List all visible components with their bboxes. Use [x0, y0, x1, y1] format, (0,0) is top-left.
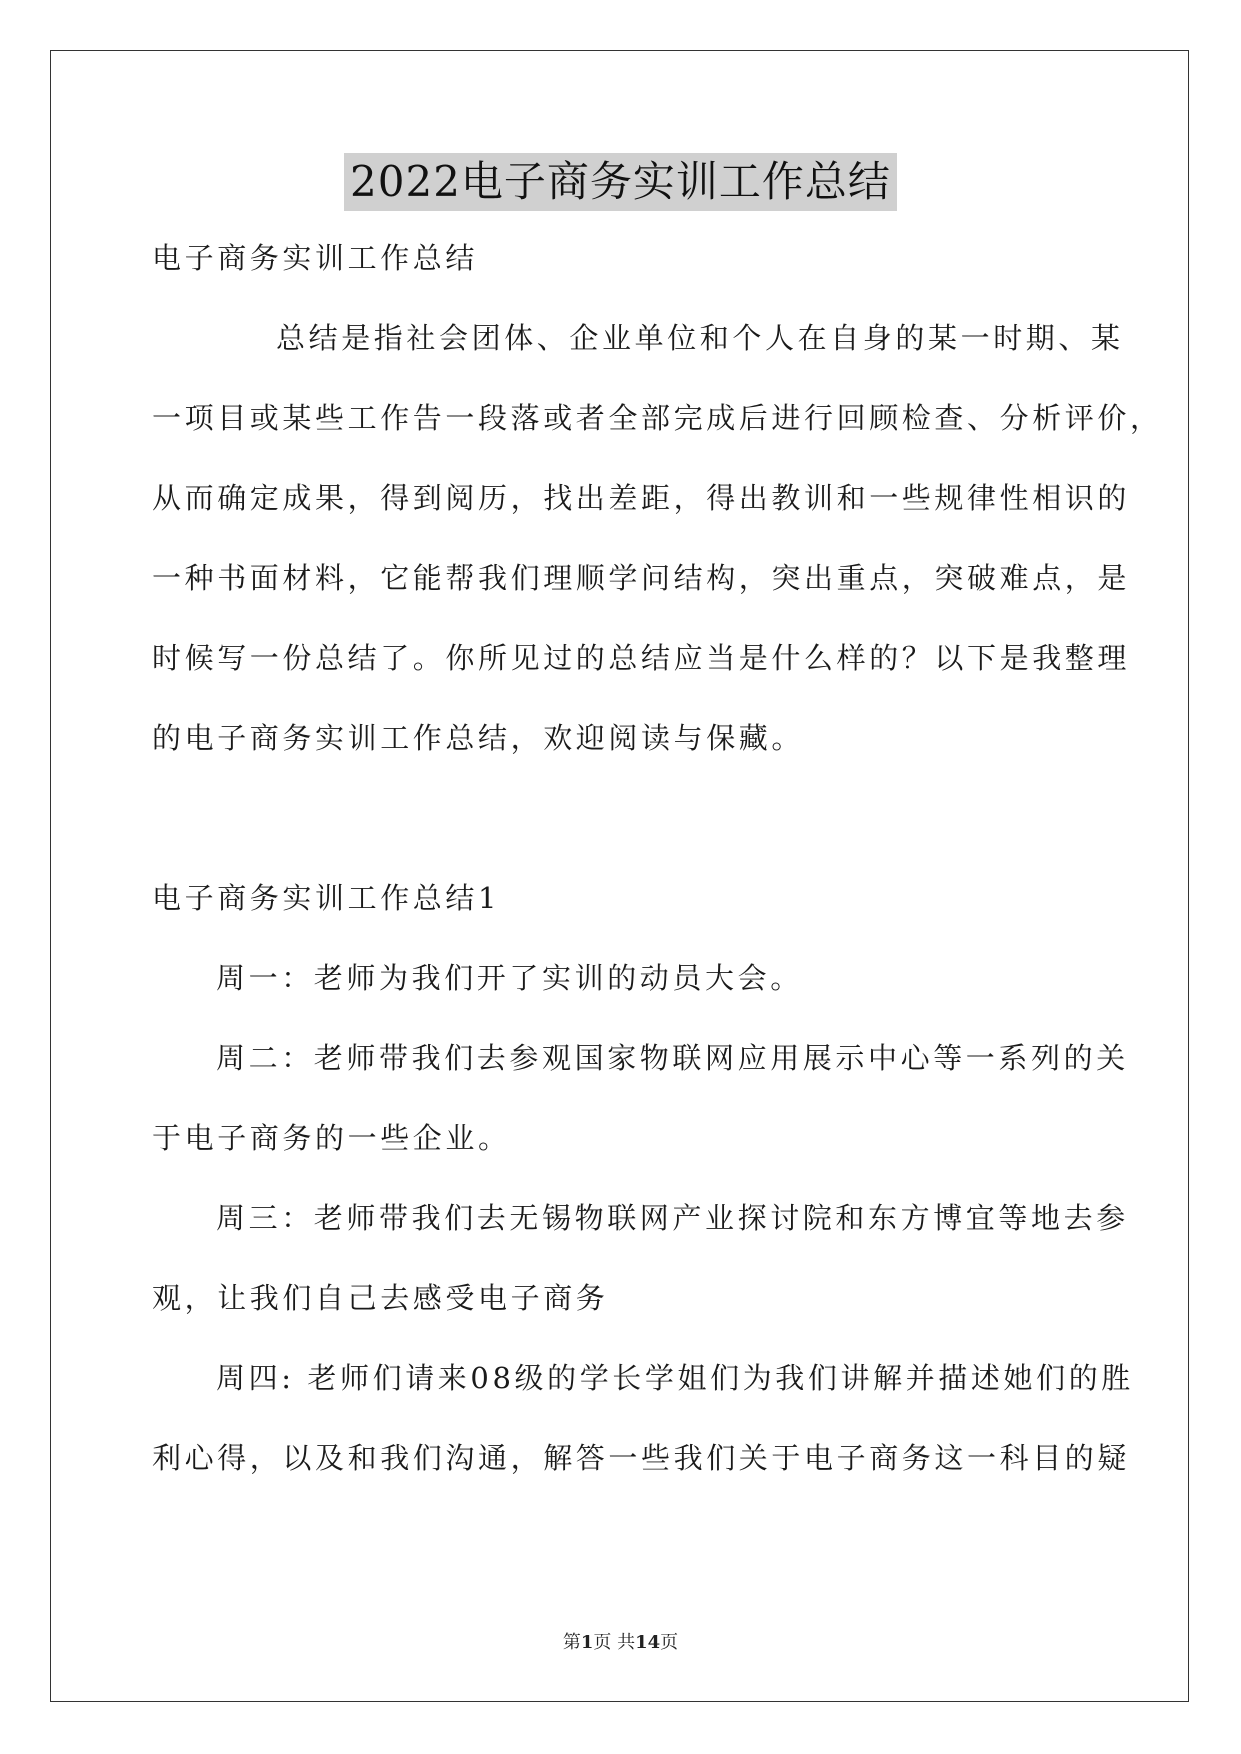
- paragraph-line: 一项目或某些工作告一段落或者全部完成后进行回顾检查、分析评价，: [152, 401, 1163, 435]
- paragraph-line: 时候写一份总结了。你所见过的总结应当是什么样的？以下是我整理: [152, 641, 1131, 675]
- paragraph-line: 周一：老师为我们开了实训的动员大会。: [216, 961, 803, 995]
- title-container: [0, 153, 1241, 211]
- current-page-number: 1: [580, 1632, 594, 1653]
- paragraph-line: 一种书面材料，它能帮我们理顺学问结构，突出重点，突破难点，是: [152, 561, 1131, 595]
- paragraph-line: 周四: 老师们请来08级的学长学姐们为我们讲解并描述她们的胜: [216, 1361, 1134, 1395]
- paragraph-line: 利心得，以及和我们沟通，解答一些我们关于电子商务这一科目的疑: [152, 1441, 1131, 1475]
- paragraph-line: 总结是指社会团体、企业单位和个人在自身的某一时期、某: [276, 321, 1124, 355]
- page-footer: [0, 1628, 1241, 1654]
- paragraph-line: 周三：老师带我们去无锡物联网产业探讨院和东方博宜等地去参: [216, 1201, 1129, 1235]
- paragraph-line: 于电子商务的一些企业。: [152, 1121, 511, 1155]
- section-heading: 电子商务实训工作总结1: [152, 881, 501, 915]
- paragraph-line: 的电子商务实训工作总结，欢迎阅读与保藏。: [152, 721, 805, 755]
- document-title: 2022电子商务实训工作总结: [344, 153, 897, 211]
- footer-mid: 页 共: [593, 1632, 636, 1653]
- footer-prefix: 第: [562, 1632, 581, 1653]
- footer-suffix: 页: [660, 1632, 679, 1653]
- section-heading: 电子商务实训工作总结: [152, 241, 479, 275]
- document-body: [152, 238, 1163, 1518]
- paragraph-line: 周二：老师带我们去参观国家物联网应用展示中心等一系列的关: [216, 1041, 1129, 1075]
- total-page-number: 14: [635, 1632, 661, 1653]
- paragraph-line: 从而确定成果，得到阅历，找出差距，得出教训和一些规律性相识的: [152, 481, 1131, 515]
- paragraph-gap: [152, 798, 1092, 878]
- paragraph-line: 观，让我们自己去感受电子商务: [152, 1281, 609, 1315]
